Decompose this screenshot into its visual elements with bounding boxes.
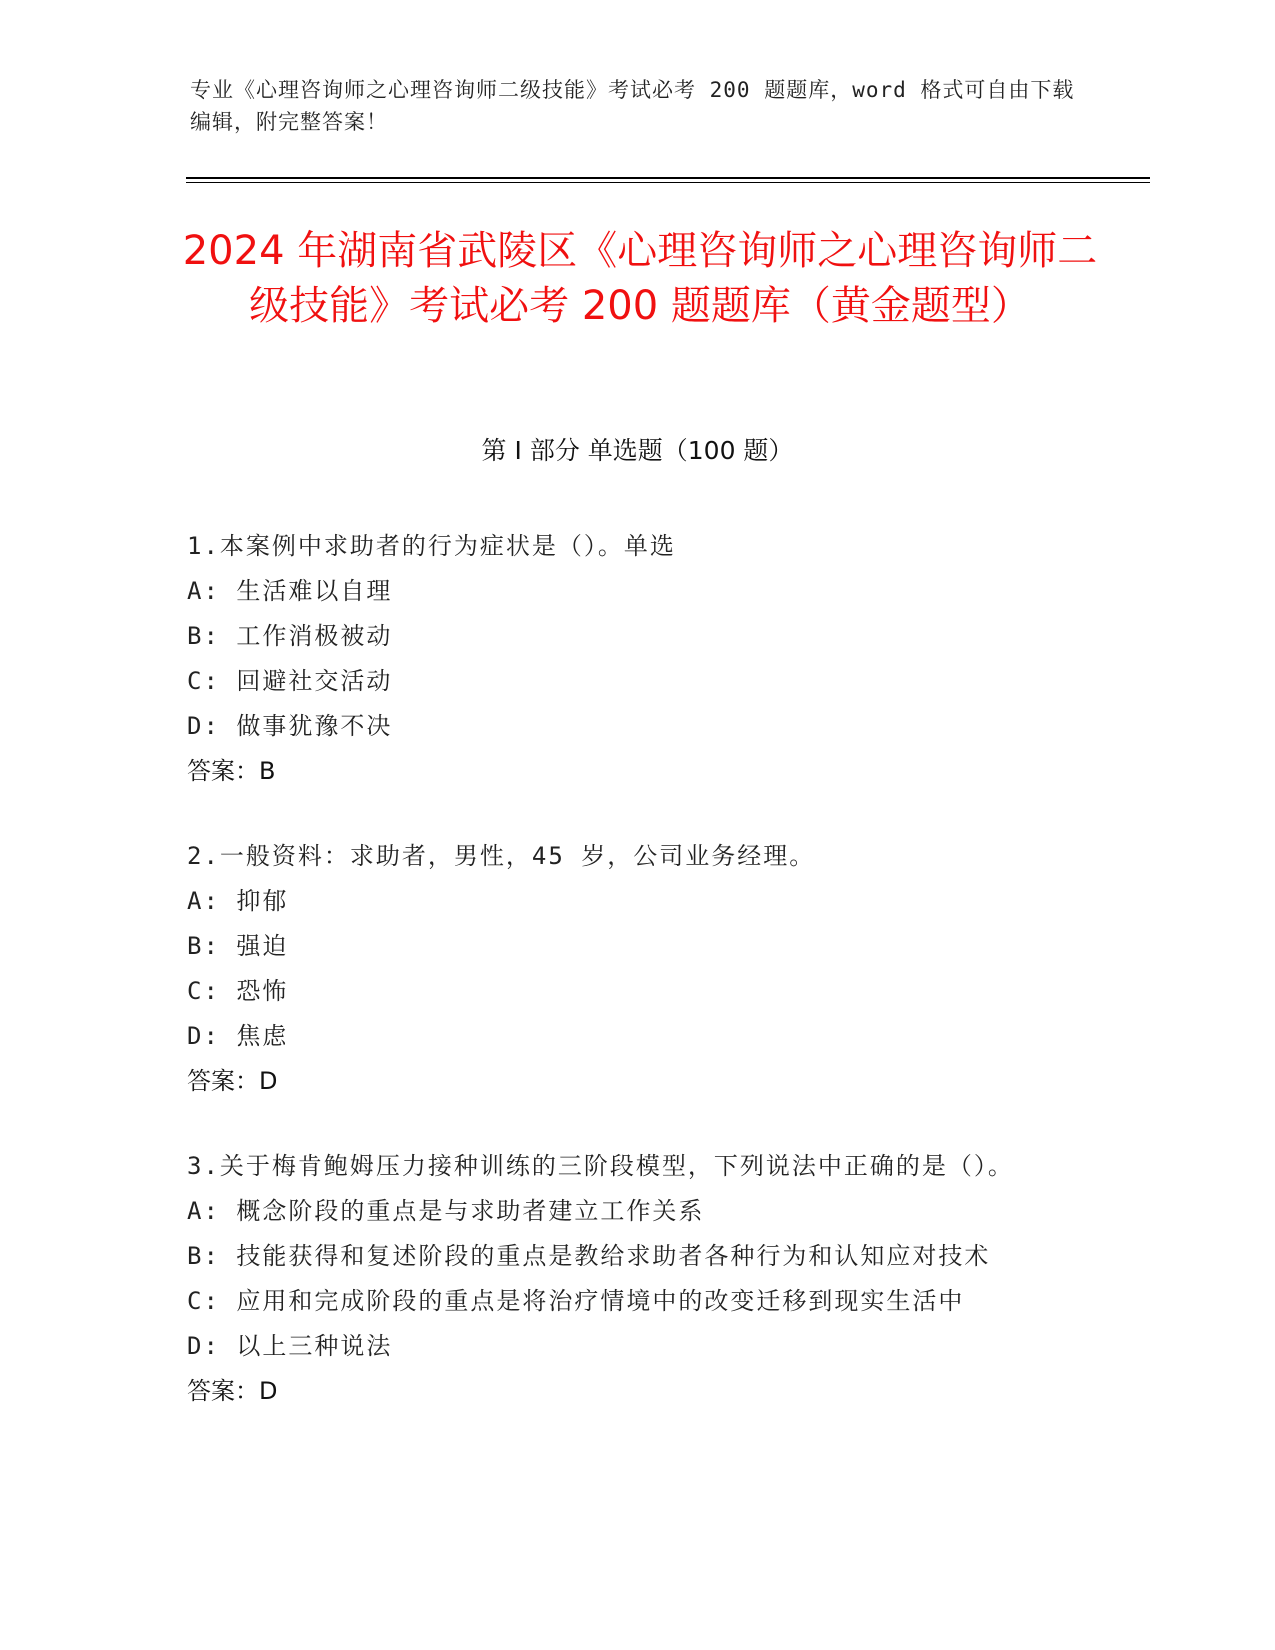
question-1: [187, 524, 1087, 794]
option-d: D: 焦虑: [187, 1022, 289, 1050]
option-a: A: 生活难以自理: [187, 577, 393, 605]
option-a: A: 概念阶段的重点是与求助者建立工作关系: [187, 1197, 705, 1225]
option-d: D: 以上三种说法: [187, 1332, 393, 1360]
answer: 答案：D: [187, 1377, 278, 1405]
question-stem: 2.一般资料：求助者，男性，45 岁，公司业务经理。: [187, 842, 816, 870]
option-a: A: 抑郁: [187, 887, 289, 915]
answer: 答案：B: [187, 757, 276, 785]
option-b: B: 工作消极被动: [187, 622, 393, 650]
header-note: 专业《心理咨询师之心理咨询师二级技能》考试必考 200 题题库，word 格式可自由下载编辑，附完整答案！: [190, 78, 1075, 134]
question-stem: 3.关于梅肯鲍姆压力接种训练的三阶段模型，下列说法中正确的是（）。: [187, 1152, 1014, 1180]
header-rule-thin: [186, 182, 1150, 183]
header-rule-thick: [186, 177, 1150, 179]
option-c: C: 恐怖: [187, 977, 289, 1005]
question-2: [187, 834, 1087, 1104]
question-stem: 1.本案例中求助者的行为症状是（）。单选: [187, 532, 676, 560]
option-b: B: 强迫: [187, 932, 289, 960]
question-3: [187, 1144, 1087, 1414]
question-list: [187, 524, 1087, 1454]
document-title: 2024 年湖南省武陵区《心理咨询师之心理咨询师二级技能》考试必考 200 题题库（黄金题型）: [182, 228, 1098, 329]
option-d: D: 做事犹豫不决: [187, 712, 393, 740]
option-c: C: 回避社交活动: [187, 667, 393, 695]
answer: 答案：D: [187, 1067, 278, 1095]
option-c: C: 应用和完成阶段的重点是将治疗情境中的改变迁移到现实生活中: [187, 1287, 965, 1315]
section-heading: 第 I 部分 单选题（100 题）: [481, 436, 794, 465]
option-b: B: 技能获得和复述阶段的重点是教给求助者各种行为和认知应对技术: [187, 1242, 991, 1270]
